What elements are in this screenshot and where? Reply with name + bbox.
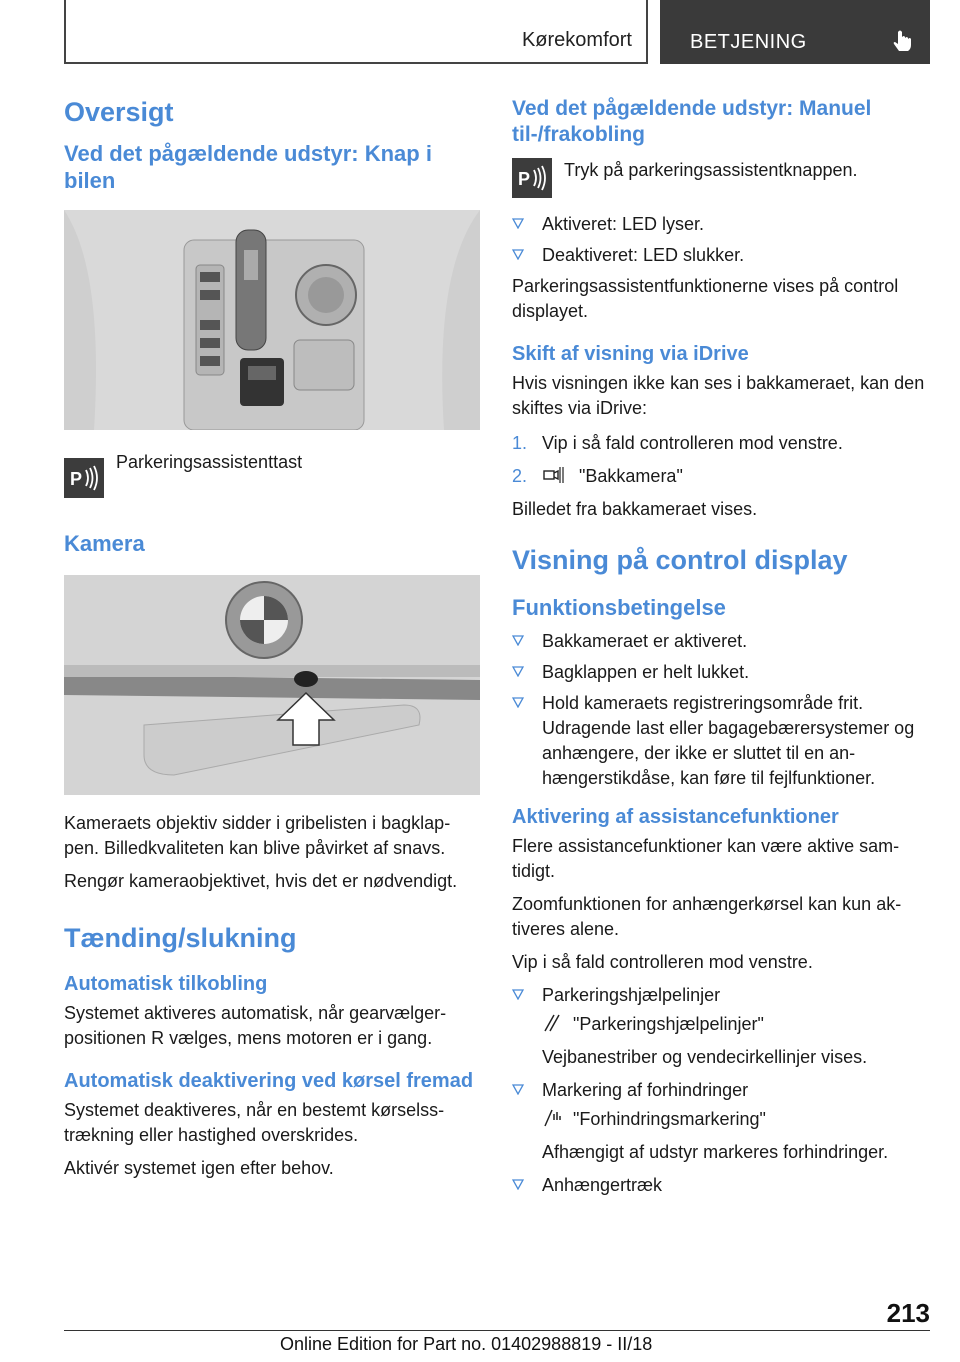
heading-oversigt: Oversigt (64, 97, 174, 127)
page-header (64, 0, 930, 64)
left-column (64, 96, 482, 1181)
center-console-drawing (64, 210, 480, 430)
heading-kamera: Kamera (64, 531, 145, 556)
list-item: Bagklappen er helt lukket. (512, 660, 930, 685)
manuel-row (512, 158, 930, 198)
phl-button-line: "Parkeringshjælpelinjer" (512, 1012, 930, 1037)
heading-visning: Visning på control display (512, 545, 848, 575)
heading-auto-til: Automatisk tilkobling (64, 973, 268, 995)
skift-text-2: Billedet fra bakkameraet vises. (512, 499, 758, 519)
list-item: Deaktiveret: LED slukker. (512, 243, 930, 268)
mark-button-line: "Forhindringsmarkering" (512, 1107, 930, 1132)
skift-steps (512, 431, 930, 489)
list-item: 1. Vip i så fald controlleren mod venstre. (512, 431, 930, 456)
aktiv-text-2: Zoomfunktionen for anhængerkørsel kan kun ak-tiveres alene. (512, 894, 902, 939)
assist-list-2 (512, 1078, 930, 1103)
hand-pointer-icon (890, 30, 916, 56)
header-chapter-tab (660, 0, 930, 64)
auto-deakt-text-2: Aktivér systemet igen efter behov. (64, 1158, 334, 1178)
auto-deakt-text-1: Systemet deaktiveres, når en bestemt kørselss-trækning eller hastighed overskrides. (64, 1100, 445, 1145)
list-item: Aktiveret: LED lyser. (512, 212, 930, 237)
list-item: 2. "Bakkamera" (512, 464, 930, 489)
park-assist-button-icon (64, 458, 104, 498)
assist-list-3 (512, 1173, 930, 1198)
list-item: Anhængertræk (512, 1173, 930, 1198)
kamera-text-2: Rengør kameraobjektivet, hvis det er nødvendigt. (64, 871, 458, 891)
manuel-text: Tryk på parkeringsassistentknappen. (564, 160, 858, 180)
triangle-bullet-icon (512, 1178, 524, 1190)
camera-drawing (64, 575, 480, 795)
header-section-tab (64, 0, 648, 64)
page-number: 213 (886, 1298, 930, 1328)
triangle-bullet-icon (512, 696, 524, 708)
heading-skift: Skift af visning via iDrive (512, 343, 749, 365)
manuel-list (512, 212, 930, 268)
auto-til-text: Systemet aktiveres automatisk, når gearvælger-positionen R vælges, mens motoren er i gang. (64, 1003, 447, 1048)
svg-text:P: P (70, 469, 83, 489)
skift-text: Hvis visningen ikke kan ses i bakkameraet, kan den skiftes via iDrive: (512, 373, 925, 418)
funk-list (512, 629, 930, 791)
step-number: 1. (512, 433, 528, 453)
kamera-text-1: Kameraets objektiv sidder i gribelisten i bagklap-pen. Billedkvaliteten kan blive påvirket af snavs. (64, 813, 451, 858)
list-item: Parkeringshjælpelinjer (512, 983, 930, 1008)
rear-camera-icon (542, 465, 568, 485)
key-caption: Parkeringsassistenttast (116, 452, 303, 472)
park-assist-button-icon (512, 158, 552, 198)
footer-edition: Online Edition for Part no. 01402988819 - II/18 (280, 1334, 653, 1354)
aktiv-text-1: Flere assistancefunktioner kan være aktive sam-tidigt. (512, 836, 900, 881)
manuel-text-2: Parkeringsassistentfunktionerne vises på control displayet. (512, 276, 899, 321)
heading-manuel: Ved det pågældende udstyr: Manuel til-/frakobling (512, 97, 872, 146)
list-item: Bakkameraet er aktiveret. (512, 629, 930, 654)
header-chapter: BETJENING (690, 31, 807, 53)
triangle-bullet-icon (512, 217, 524, 229)
heading-funk: Funktionsbetingelse (512, 595, 726, 620)
svg-text:P: P (518, 169, 531, 189)
triangle-bullet-icon (512, 634, 524, 646)
heading-aktiv: Aktivering af assistancefunktioner (512, 806, 839, 828)
triangle-bullet-icon (512, 665, 524, 677)
triangle-bullet-icon (512, 248, 524, 260)
parking-lines-icon (542, 1013, 562, 1033)
mark-desc: Afhængigt af udstyr markeres forhindringer. (542, 1142, 889, 1162)
right-column (512, 96, 930, 1204)
aktiv-text-3: Vip i så fald controlleren mod venstre. (512, 952, 813, 972)
triangle-bullet-icon (512, 988, 524, 1000)
camera-illustration (64, 575, 480, 795)
heading-taending: Tænding/slukning (64, 923, 297, 953)
header-section: Kørekomfort (521, 29, 632, 51)
list-item: Hold kameraets registreringsområde frit. Udragende last eller bagagebærersystemer og anhængere, der ikke er sluttet til en an-hængerstikdåse, kan føre til fejlfunktioner. (512, 691, 930, 791)
key-caption-row (64, 450, 482, 498)
footer-rule (64, 1330, 930, 1331)
step-number: 2. (512, 466, 528, 486)
heading-auto-deakt: Automatisk deaktivering ved kørsel fremad (64, 1070, 474, 1092)
phl-desc: Vejbanestriber og vendecirkellinjer vises. (542, 1047, 868, 1067)
assist-list (512, 983, 930, 1008)
obstacle-marking-icon (542, 1108, 562, 1128)
heading-knap-i-bilen: Ved det pågældende udstyr: Knap i bilen (64, 141, 432, 193)
triangle-bullet-icon (512, 1083, 524, 1095)
list-item: Markering af forhindringer (512, 1078, 930, 1103)
center-console-illustration (64, 210, 480, 430)
